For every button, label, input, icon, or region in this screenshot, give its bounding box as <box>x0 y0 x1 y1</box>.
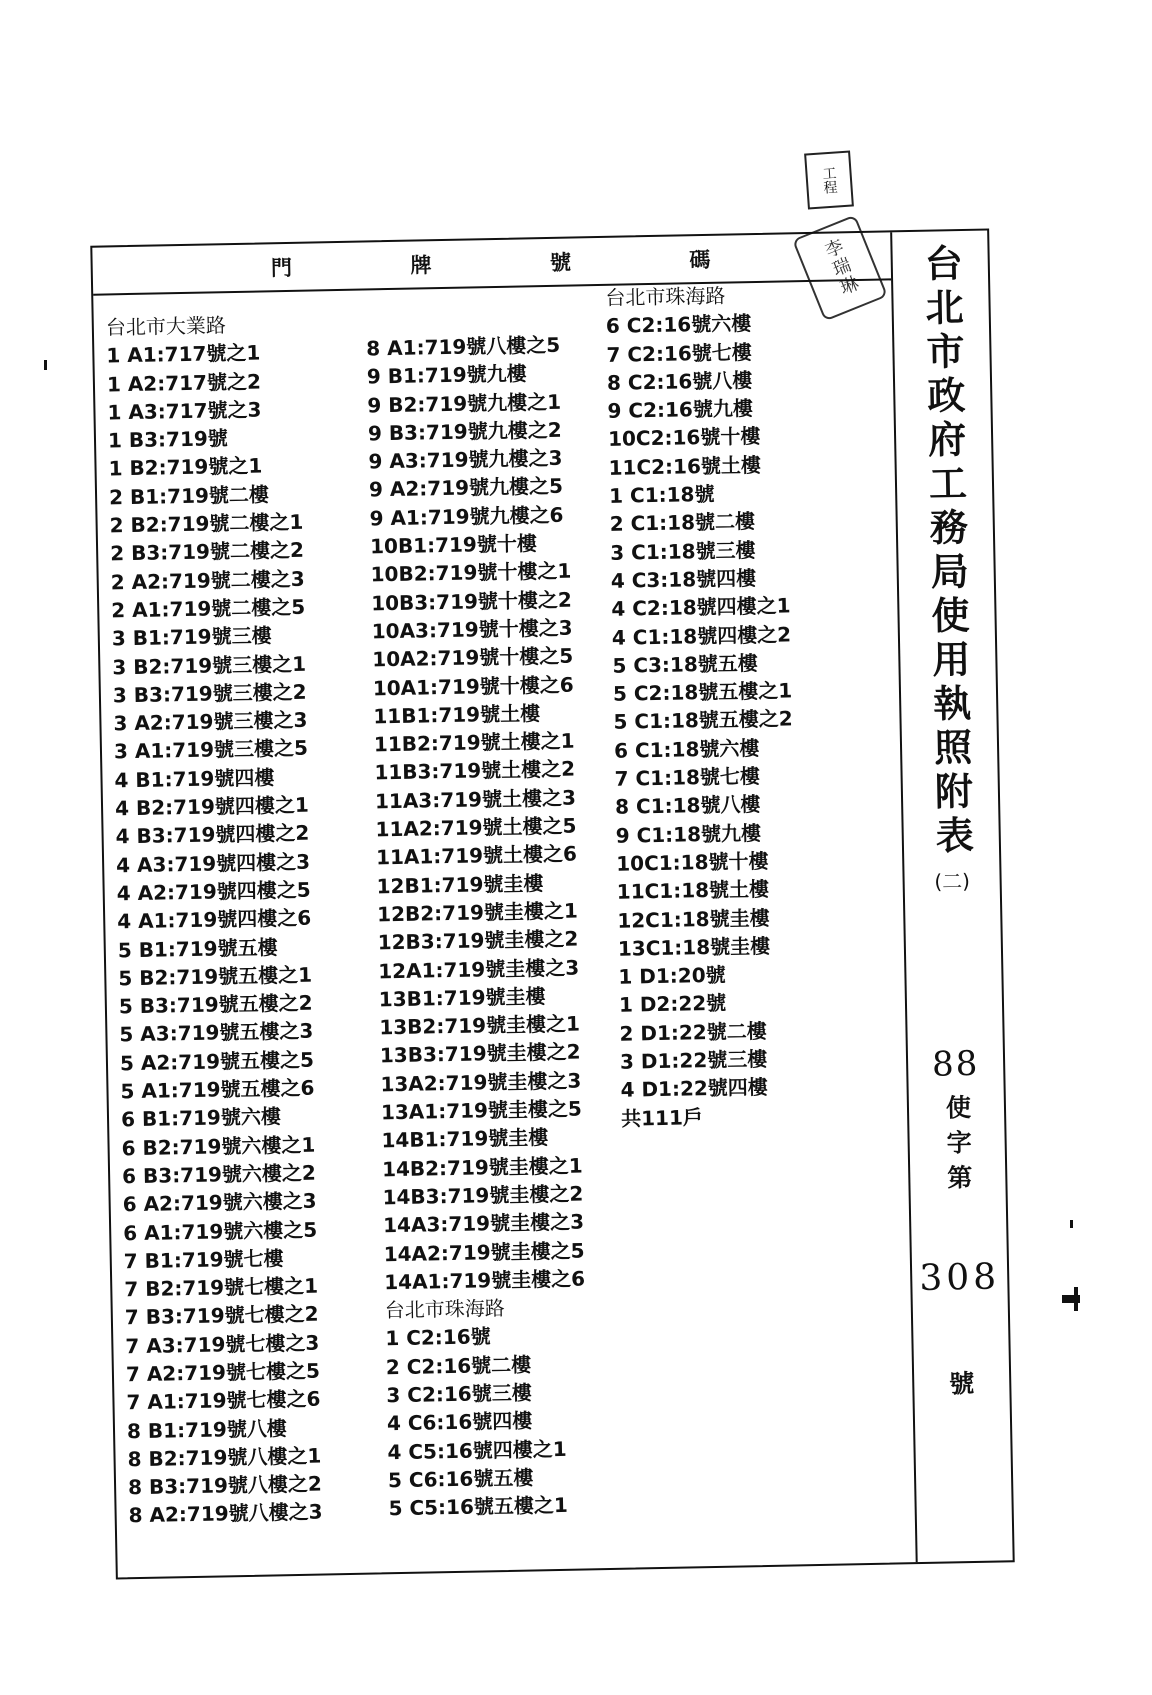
list-item: 11A1:719號土樓之6 <box>375 841 578 870</box>
list-item: 10A1:719號十樓之6 <box>372 672 574 700</box>
list-item: 7 A3:719號七樓之3 <box>125 1330 320 1358</box>
list-item: 9 C1:18號九樓 <box>615 820 762 848</box>
license-year: 88 <box>931 1043 980 1085</box>
list-item: 8 A1:719號八樓之5 <box>366 332 561 361</box>
list-item: 4 C3:18號四樓 <box>610 566 757 593</box>
address-column-2 <box>366 331 590 1523</box>
list-item: 2 A1:719號二樓之5 <box>111 594 306 623</box>
list-item: 14A3:719號圭樓之3 <box>382 1209 585 1238</box>
list-item: 14A2:719號圭樓之5 <box>383 1237 585 1266</box>
list-item: 6 B1:719號六樓 <box>120 1104 282 1132</box>
list-item: 13A2:719號圭樓之3 <box>380 1068 582 1097</box>
document-subtitle: (二) <box>934 868 971 894</box>
list-item: 3 B1:719號三樓 <box>111 623 272 651</box>
list-item: 12B2:719號圭樓之1 <box>376 898 579 927</box>
license-suffix: 號 <box>948 1368 975 1399</box>
attachment-table <box>90 228 1014 1579</box>
list-item: 5 C2:18號五樓之1 <box>612 678 793 706</box>
list-item: 4 C1:18號四樓之2 <box>611 621 792 650</box>
list-item: 2 B1:719號二樓 <box>108 482 270 510</box>
list-item: 5 C6:16號五樓 <box>387 1465 534 1493</box>
list-item: 6 B3:719號六樓之2 <box>121 1160 317 1189</box>
list-item: 13B2:719號圭樓之1 <box>379 1011 581 1040</box>
list-item: 4 C5:16號四樓之1 <box>387 1436 567 1464</box>
list-item: 7 C2:16號七樓 <box>606 339 752 367</box>
personal-seal-text: 李瑞琳 <box>819 236 862 300</box>
list-item: 12B3:719號圭樓之2 <box>377 926 579 955</box>
list-item: 10A3:719號十樓之3 <box>371 615 573 644</box>
address-column-3 <box>605 280 800 1132</box>
list-item: 3 A2:719號三樓之3 <box>113 707 308 736</box>
list-item: 11A2:719號土樓之5 <box>375 813 577 842</box>
list-item: 4 D1:22號四樓 <box>620 1075 769 1103</box>
list-item: 2 A2:719號二樓之3 <box>110 566 305 595</box>
list-item: 1 D2:22號 <box>618 991 727 1018</box>
list-item: 13C1:18號圭樓 <box>617 933 771 961</box>
list-item: 4 A2:719號四樓之5 <box>116 877 311 906</box>
list-item: 10C2:16號十樓 <box>607 424 761 452</box>
road-name: 台北市珠海路 <box>605 283 726 310</box>
list-item: 11C2:16號土樓 <box>608 452 762 480</box>
list-item: 5 A2:719號五樓之5 <box>119 1047 315 1076</box>
list-item: 1 C1:18號 <box>608 481 715 508</box>
list-item: 9 A1:719號九樓之6 <box>369 502 564 531</box>
list-item: 9 A2:719號九樓之5 <box>368 474 564 502</box>
road-name: 台北市大業路 <box>105 313 227 340</box>
list-item: 13B3:719號圭樓之2 <box>379 1039 581 1068</box>
list-item: 1 B3:719號 <box>107 426 229 453</box>
list-item: 8 B1:719號八樓 <box>126 1415 288 1443</box>
list-item: 5 C3:18號五樓 <box>612 650 758 678</box>
list-item: 3 D1:22號三樓 <box>619 1046 768 1074</box>
license-prefix: 使字第 <box>942 1093 974 1200</box>
list-item: 6 B2:719號六樓之1 <box>121 1132 316 1160</box>
list-item: 4 C2:18號四樓之1 <box>611 593 791 622</box>
list-item: 11B3:719號土樓之2 <box>374 756 576 785</box>
list-item: 8 B2:719號八樓之1 <box>127 1443 322 1472</box>
list-item: 2 D1:22號二樓 <box>619 1018 767 1046</box>
list-item: 11B2:719號土樓之1 <box>373 728 575 757</box>
list-item: 4 B1:719號四樓 <box>114 765 275 793</box>
list-item: 5 A3:719號五樓之3 <box>119 1019 314 1047</box>
list-item: 5 B3:719號五樓之2 <box>118 990 313 1019</box>
list-item: 14B2:719號圭樓之1 <box>381 1153 583 1181</box>
list-item: 9 B1:719號九樓 <box>366 361 527 389</box>
list-item: 4 C6:16號四樓 <box>386 1408 533 1436</box>
list-item: 7 B3:719號七樓之2 <box>124 1301 319 1330</box>
scan-speck <box>1070 1220 1073 1228</box>
scan-speck <box>1074 1287 1078 1311</box>
list-item: 2 B3:719號二樓之2 <box>109 538 305 566</box>
list-item: 7 B2:719號七樓之1 <box>124 1273 319 1302</box>
list-item: 8 C2:16號八樓 <box>606 367 753 395</box>
list-item: 10B2:719號十樓之1 <box>370 558 572 587</box>
license-number: 308 <box>919 1256 1001 1300</box>
list-item: 3 B3:719號三樓之2 <box>112 679 307 708</box>
list-item: 1 A2:717號之2 <box>106 369 262 397</box>
list-item: 2 C1:18號二樓 <box>609 509 756 537</box>
list-item: 3 B2:719號三樓之1 <box>112 651 307 679</box>
list-item: 1 D1:20號 <box>618 962 726 989</box>
list-item: 3 C1:18號三樓 <box>610 537 756 565</box>
address-column-1 <box>106 310 323 1530</box>
list-item: 13A1:719號圭樓之5 <box>380 1096 583 1125</box>
list-item: 13B1:719號圭樓 <box>378 983 546 1012</box>
list-item: 14B1:719號圭樓 <box>381 1125 549 1153</box>
list-item: 10C1:18號十樓 <box>616 848 769 876</box>
road-name: 台北市珠海路 <box>384 1296 505 1323</box>
list-item: 1 C2:16號 <box>385 1324 491 1351</box>
list-item: 3 A1:719號三樓之5 <box>113 736 309 764</box>
list-item: 2 B2:719號二樓之1 <box>109 509 304 538</box>
engineering-stamp <box>804 150 854 209</box>
list-item: 14B3:719號圭樓之2 <box>382 1181 584 1210</box>
header-label-1: 門 <box>270 255 295 281</box>
list-item: 1 B2:719號之1 <box>108 453 263 481</box>
list-item: 8 C1:18號八樓 <box>614 792 761 820</box>
household-total: 共111戶 <box>620 1104 704 1131</box>
list-item: 5 C5:16號五樓之1 <box>388 1492 568 1521</box>
list-item: 11A3:719號土樓之3 <box>374 785 577 814</box>
list-item: 6 A1:719號六樓之5 <box>123 1217 318 1245</box>
header-label-2: 牌 <box>410 253 434 278</box>
list-item: 7 C1:18號七樓 <box>614 764 761 791</box>
list-item: 7 A1:719號七樓之6 <box>126 1386 321 1415</box>
list-item: 9 C2:16號九樓 <box>607 396 754 424</box>
list-item: 8 B3:719號八樓之2 <box>127 1471 323 1500</box>
list-item: 1 A3:717號之3 <box>107 397 262 425</box>
scan-speck <box>44 360 47 370</box>
list-item: 2 C2:16號二樓 <box>385 1352 532 1379</box>
list-item: 3 C2:16號三樓 <box>386 1380 532 1408</box>
list-item: 4 B2:719號四樓之1 <box>114 792 309 821</box>
engineering-stamp-text: 工程 <box>820 165 838 195</box>
document-title: 台北市政府工務局使用執照附表 <box>917 242 975 860</box>
list-item: 10B3:719號十樓之2 <box>370 587 573 616</box>
list-item: 4 B3:719號四樓之2 <box>115 821 310 849</box>
header-label-4: 碼 <box>689 247 713 273</box>
list-item: 7 A2:719號七樓之5 <box>125 1358 321 1387</box>
list-item: 4 A3:719號四樓之3 <box>115 849 311 878</box>
list-item: 9 B3:719號九樓之2 <box>367 417 562 446</box>
list-item: 11C1:18號土樓 <box>616 877 770 904</box>
list-item: 5 C1:18號五樓之2 <box>613 706 793 735</box>
list-item: 12C1:18號圭樓 <box>617 905 770 933</box>
list-item: 5 B2:719號五樓之1 <box>118 962 313 991</box>
list-item: 12A1:719號圭樓之3 <box>378 955 580 983</box>
header-label-3: 號 <box>549 250 574 275</box>
list-item: 5 A1:719號五樓之6 <box>120 1075 315 1104</box>
list-item: 4 A1:719號四樓之6 <box>117 905 312 934</box>
list-item: 12B1:719號圭樓 <box>376 870 544 899</box>
side-title-panel <box>892 231 1013 1563</box>
list-item: 5 B1:719號五樓 <box>117 934 278 962</box>
list-item: 6 C2:16號六樓 <box>605 311 752 339</box>
list-item: 7 B1:719號七樓 <box>123 1246 284 1274</box>
list-item: 9 B2:719號九樓之1 <box>367 389 562 418</box>
list-item: 8 A2:719號八樓之3 <box>128 1499 323 1528</box>
list-item: 1 A1:717號之1 <box>106 340 261 368</box>
list-item: 11B1:719號土樓 <box>373 701 541 729</box>
list-item: 14A1:719號圭樓之6 <box>383 1266 586 1295</box>
list-item: 10B1:719號十樓 <box>369 531 538 559</box>
list-item: 6 C1:18號六樓 <box>613 735 760 763</box>
list-item: 10A2:719號十樓之5 <box>372 643 574 672</box>
list-item: 9 A3:719號九樓之3 <box>368 445 563 474</box>
list-item: 6 A2:719號六樓之3 <box>122 1188 317 1217</box>
